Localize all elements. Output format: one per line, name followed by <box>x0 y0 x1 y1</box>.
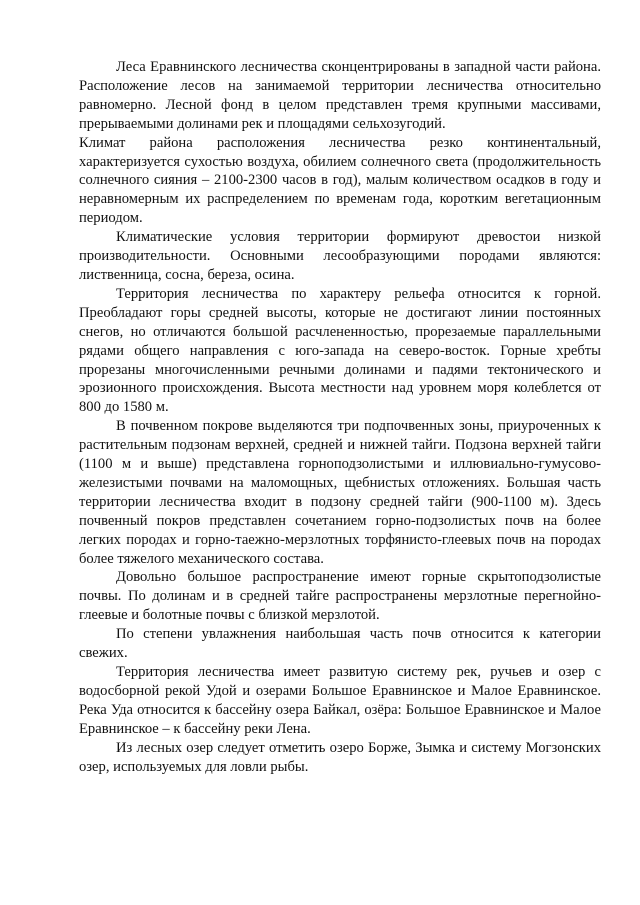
document-page <box>79 58 601 776</box>
paragraph-climate: Климат района расположения лесничества резко континентальный, характеризуется сухостью воздуха, обилием солнечного света (продолжительность солнечного сияния – 2100-2300 часов в год), малым количеством осадков в году и неравномерным их распределением по временам года, коротким вегетационным периодом. <box>79 134 601 227</box>
paragraph-soil-types: Довольно большое распространение имеют горные скрытоподзолистые почвы. По долинам и в средней тайге распространены мерзлотные перегнойно-глеевые и болотные почвы с близкой мерзлотой. <box>79 569 601 624</box>
paragraph-relief: Территория лесничества по характеру рельефа относится к горной. Преобладают горы средней высоты, которые не достигают линии постоянных снегов, но отличаются большой расчлененностью, прорезаемые параллельными рядами общего направления с юго-запада на северо-восток. Горные хребты прорезаны многочисленными речными долинами и падями тектонического и эрозионного происхождения. Высота местности над уровнем моря колеблется от 800 до 1580 м. <box>79 285 601 416</box>
paragraph-climatic-conditions: Климатические условия территории формируют древостои низкой производительности. Основными лесообразующими породами являются: лиственница, сосна, береза, осина. <box>79 229 601 283</box>
paragraph-forest-location: Леса Еравнинского лесничества сконцентрированы в западной части района. Расположение лесов на занимаемой территории лесничества относительно равномерно. Лесной фонд в целом представлен тремя крупными массивами, прерываемыми долинами рек и площадями сельхозугодий. <box>79 59 601 132</box>
paragraph-soil-cover: В почвенном покрове выделяются три подпочвенных зоны, приуроченных к растительным подзонам верхней, средней и нижней тайги. Подзона верхней тайги (1100 м и выше) представлена горноподзолистыми и иллювиально-гумусово-железистыми почвами на маломощных, щебнистых отложениях. Большая часть территории лесничества входит в подзону средней тайги (900-1100 м). Здесь почвенный покров представлен сочетанием горно-подзолистых почв на более легких породах и горно-таежно-мерзлотных торфянисто-глеевых почв на породах более тяжелого механического состава. <box>79 418 601 567</box>
paragraph-water-system: Территория лесничества имеет развитую систему рек, ручьев и озер с водосборной рекой Удой и озерами Большое Еравнинское и Малое Еравнинское. Река Уда относится к бассейну озера Байкал, озёра: Большое Еравнинское и Малое Еравнинское – к бассейну реки Лена. <box>79 664 601 737</box>
paragraph-lakes: Из лесных озер следует отметить озеро Борже, Зымка и систему Могзонских озер, используемых для ловли рыбы. <box>79 739 601 775</box>
paragraph-soil-moisture: По степени увлажнения наибольшая часть почв относится к категории свежих. <box>79 626 601 662</box>
